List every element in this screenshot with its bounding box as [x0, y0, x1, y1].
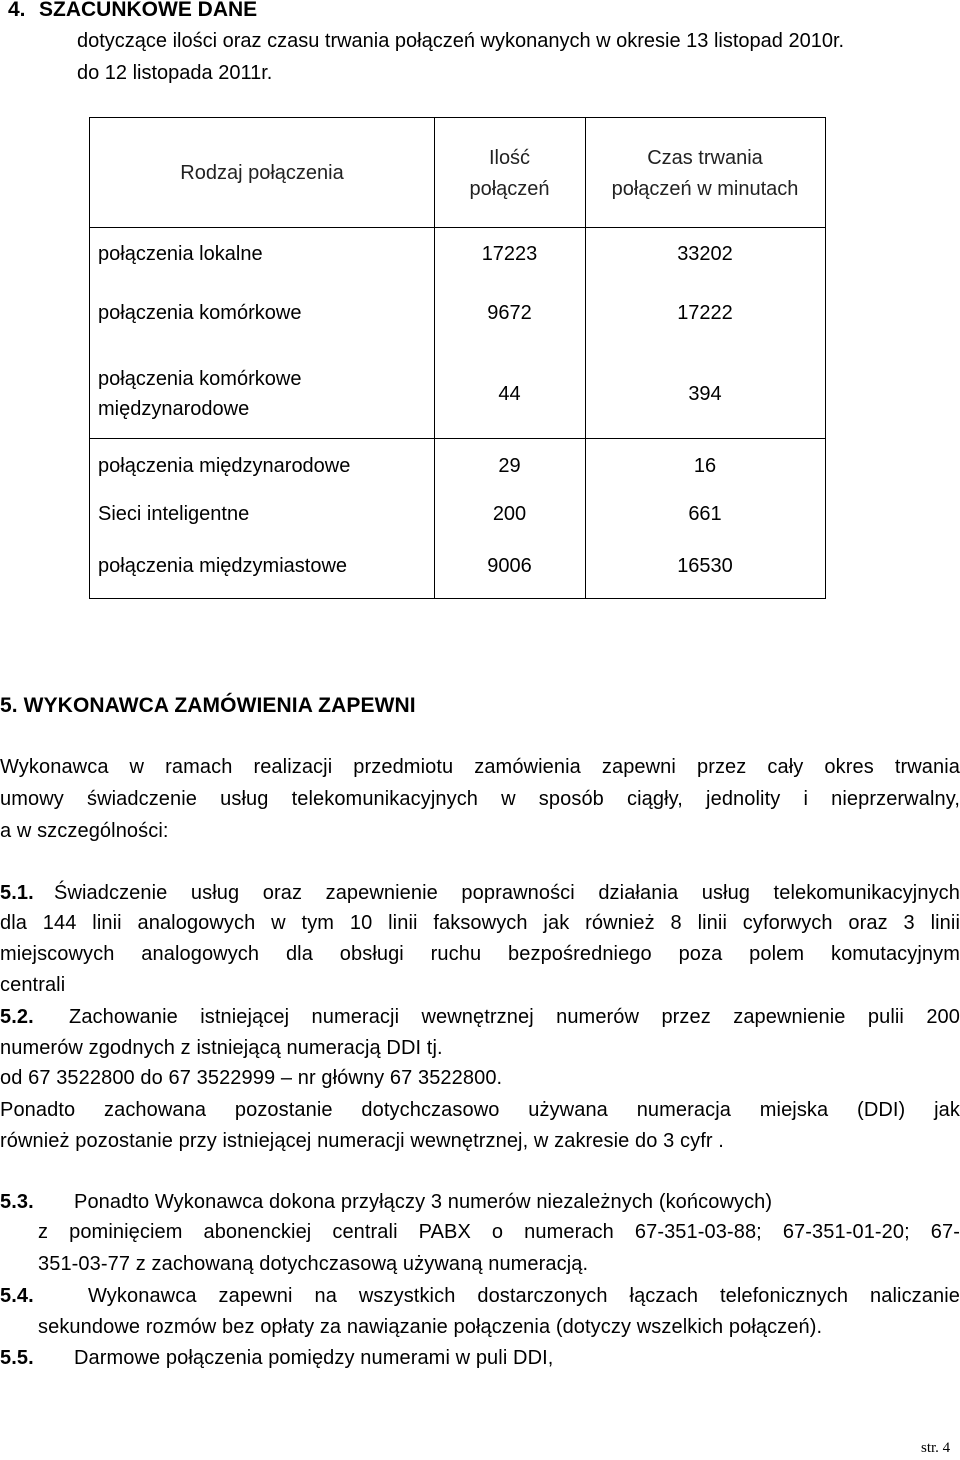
table-header-duration-line-2: połączeń w minutach: [611, 178, 799, 200]
point-5-2-line-5: również pozostanie przy istniejącej numeracji wewnętrznej, w zakresie do 3 cyfr .: [0, 1130, 724, 1152]
table-row-5-type: Sieci inteligentne: [98, 503, 250, 525]
table-row-3-type-line-1: połączenia komórkowe: [98, 368, 302, 390]
section-5-intro-line-2: umowy świadczenie usług telekomunikacyjnych w sposób ciągły, jednolity i nieprzerwalny,: [0, 788, 960, 810]
point-5-2-line-3: od 67 3522800 do 67 3522999 – nr główny 67 3522800.: [0, 1067, 503, 1089]
section-4-subtitle-line-1: dotyczące ilości oraz czasu trwania połączeń wykonanych w okresie 13 listopad 2010r.: [77, 30, 845, 52]
table-header-count-line-1: Ilość: [488, 147, 531, 169]
section-5-heading: 5. WYKONAWCA ZAMÓWIENIA ZAPEWNI: [0, 694, 416, 717]
page-number: str. 4: [921, 1440, 951, 1456]
table-row-2-duration: 17222: [677, 302, 733, 324]
table-row-3-type-line-2: międzynarodowe: [98, 398, 250, 420]
table-row-5-count: 200: [492, 503, 527, 525]
table-row-2-count: 9672: [487, 302, 532, 324]
point-5-1-line-2: dla 144 linii analogowych w tym 10 linii faksowych jak również 8 linii cyforwych oraz 3 linii: [0, 912, 960, 934]
table-row-6-duration: 16530: [677, 555, 733, 577]
point-5-5-number: 5.5.: [0, 1347, 34, 1369]
table-row-2-type: połączenia komórkowe: [98, 302, 302, 324]
table-row-6-count: 9006: [487, 555, 532, 577]
point-5-2-number: 5.2.: [0, 1006, 34, 1028]
table-row-1-type: połączenia lokalne: [98, 243, 263, 265]
point-5-3-line-3: 351-03-77 z zachowaną dotychczasową używaną numeracją.: [38, 1253, 589, 1275]
point-5-2-line-2: numerów zgodnych z istniejącą numeracją DDI tj.: [0, 1037, 443, 1059]
table-row-4-count: 29: [498, 455, 521, 477]
table-row-6-type: połączenia międzymiastowe: [98, 555, 348, 577]
call-statistics-table: [89, 117, 826, 599]
point-5-2-line-4: Ponadto zachowana pozostanie dotychczasowo używana numeracja miejska (DDI) jak: [0, 1099, 960, 1121]
table-row-4-duration: 16: [693, 455, 717, 477]
table-row-1-duration: 33202: [677, 243, 733, 265]
point-5-5-line-1: Darmowe połączenia pomiędzy numerami w puli DDI,: [74, 1347, 554, 1369]
point-5-4-number: 5.4.: [0, 1285, 34, 1307]
point-5-3-line-2: z pominięciem abonenckiej centrali PABX o numerach 67-351-03-88; 67-351-01-20; 67-: [38, 1221, 960, 1243]
point-5-1-line-4: centrali: [0, 974, 66, 996]
section-4-subtitle-line-2: do 12 listopada 2011r.: [77, 62, 273, 84]
point-5-1-line-1: Świadczenie usług oraz zapewnienie poprawności działania usług telekomunikacyjnych: [54, 882, 960, 904]
section-5-intro-line-3: a w szczególności:: [0, 820, 169, 842]
point-5-1-line-3: miejscowych analogowych dla obsługi ruchu bezpośredniego poza polem komutacyjnym: [0, 943, 960, 965]
point-5-3-line-1: Ponadto Wykonawca dokona przyłączy 3 numerów niezależnych (końcowych): [74, 1191, 773, 1213]
table-row-3-count: 44: [498, 383, 521, 405]
table-header-count-line-2: połączeń: [469, 178, 550, 200]
section-5-intro-line-1: Wykonawca w ramach realizacji przedmiotu zamówienia zapewni przez cały okres trwania: [0, 756, 960, 778]
point-5-4-line-1: Wykonawca zapewni na wszystkich dostarczonych łączach telefonicznych naliczanie: [88, 1285, 960, 1307]
point-5-2-line-1: Zachowanie istniejącej numeracji wewnętrznej numerów przez zapewnienie pulii 200: [69, 1006, 960, 1028]
table-row-5-duration: 661: [688, 503, 722, 525]
table-header-duration-line-1: Czas trwania: [647, 147, 763, 169]
section-4-title: SZACUNKOWE DANE: [39, 0, 258, 21]
table-header-type: Rodzaj połączenia: [180, 162, 344, 184]
point-5-4-line-2: sekundowe rozmów bez opłaty za nawiązanie połączenia (dotyczy wszelkich połączeń).: [38, 1316, 823, 1338]
section-4-number: 4.: [8, 0, 26, 21]
section-4-heading: [8, 0, 257, 22]
point-5-1-number: 5.1.: [0, 882, 34, 904]
point-5-3-number: 5.3.: [0, 1191, 34, 1213]
table-row-1-count: 17223: [481, 243, 538, 265]
table-row-4-type: połączenia międzynarodowe: [98, 455, 351, 477]
table-row-3-duration: 394: [688, 383, 722, 405]
